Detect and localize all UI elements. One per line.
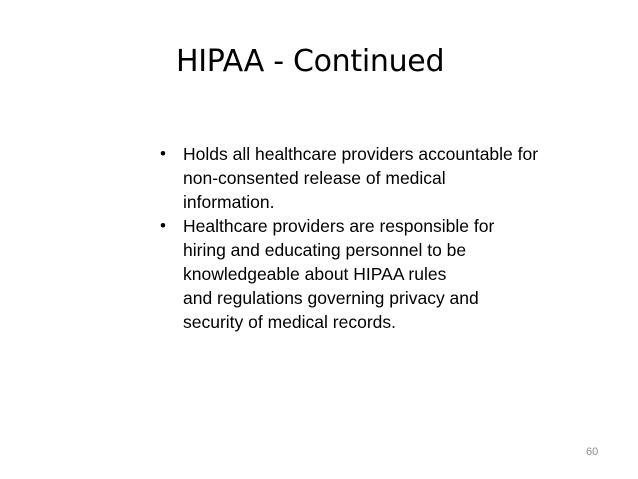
bullet-item xyxy=(160,214,630,334)
bullet-text-line: information. xyxy=(183,192,275,212)
bullet-text-line: Healthcare providers are responsible for xyxy=(183,216,495,236)
page-number: 60 xyxy=(586,446,599,458)
bullet-text-line: and regulations governing privacy and xyxy=(183,288,479,308)
slide-title: HIPAA - Continued xyxy=(176,44,445,79)
bullet-text-line: hiring and educating personnel to be xyxy=(183,240,467,260)
bullet-marker: • xyxy=(160,144,166,163)
bullet-list xyxy=(160,142,630,334)
bullet-text-line: security of medical records. xyxy=(183,312,396,332)
bullet-text-line: knowledgeable about HIPAA rules xyxy=(183,264,447,284)
bullet-text-line: non-consented release of medical xyxy=(183,168,446,188)
bullet-item xyxy=(160,142,630,214)
bullet-marker: • xyxy=(160,216,166,235)
bullet-text-line: Holds all healthcare providers accountable for xyxy=(183,144,539,164)
